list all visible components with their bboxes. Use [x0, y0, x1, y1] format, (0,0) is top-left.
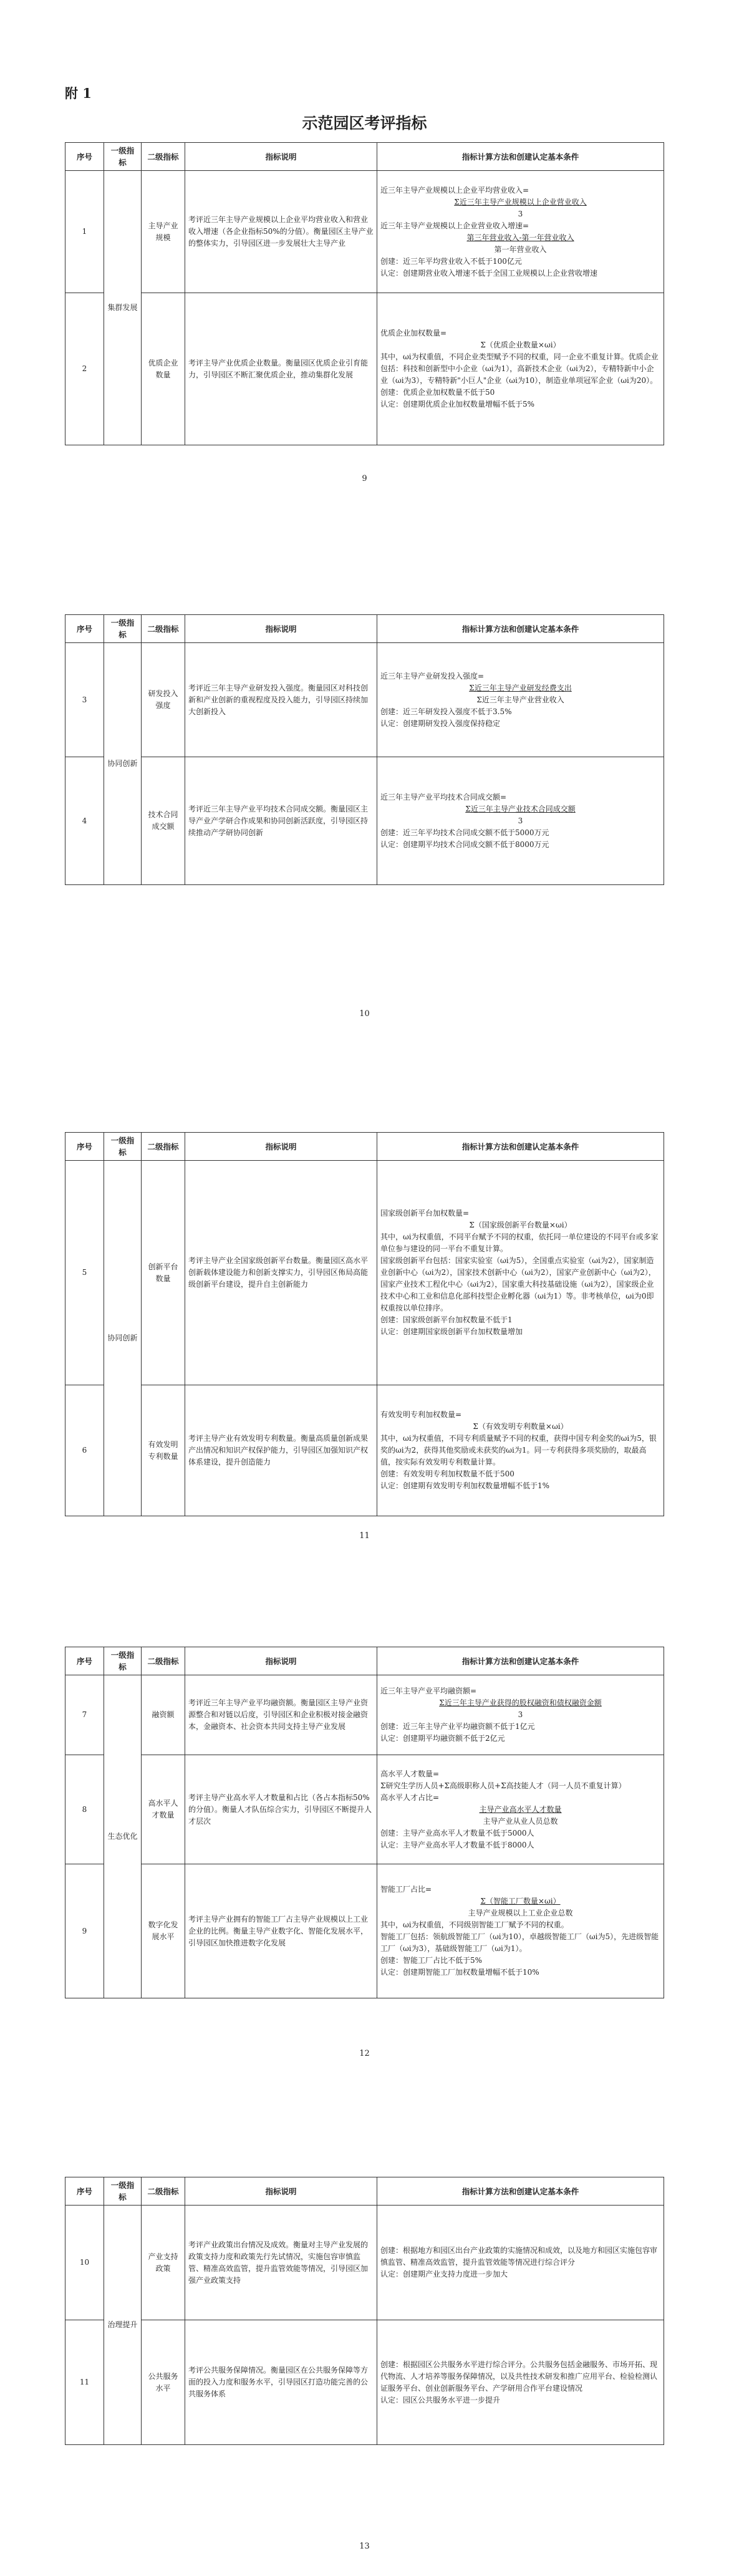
- indicator-description: 考评近三年主导产业平均技术合同成交额。衡量园区主导产业产学研合作成果和协同创新活跃度，引导园区持续推动产学研协同创新: [185, 757, 377, 885]
- col-header-level2: 二级指标: [142, 2177, 185, 2206]
- indicator-method: [377, 2320, 664, 2445]
- table-row: [65, 1385, 664, 1516]
- row-number: 2: [65, 293, 104, 445]
- row-number: 5: [65, 1161, 104, 1385]
- method-line: 创建：根据园区公共服务水平进行综合评分。公共服务包括金融服务、市场开拓、现代物流、人才培养等服务保障情况，以及共性技术研发和推广应用平台、检验检测认证服务平台、创业创新服务平台、产学研用合作平台建设情况: [380, 2360, 658, 2393]
- indicator-method: [377, 1161, 664, 1385]
- col-header-method: 指标计算方法和创建认定基本条件: [377, 143, 664, 171]
- level2-indicator: 有效发明专利数量: [142, 1385, 185, 1516]
- table-page-1: [65, 142, 664, 445]
- table-row: [65, 2206, 664, 2320]
- method-line: 优质企业加权数量=: [380, 329, 447, 337]
- table-row: [65, 1755, 664, 1864]
- indicator-description: 考评近三年主导产业研发投入强度。衡量园区对科技创新和产业创新的重视程度及投入能力，引导园区持续加大创新投入: [185, 643, 377, 757]
- level2-indicator: 高水平人才数量: [142, 1755, 185, 1864]
- indicator-method: [377, 1385, 664, 1516]
- method-line: 创建：近三年平均技术合同成交额不低于5000万元: [380, 828, 549, 837]
- table-row: [65, 1161, 664, 1385]
- page-number: 10: [359, 1009, 370, 1019]
- formula-numerator: 主导产业高水平人才数量: [479, 1804, 562, 1814]
- indicator-table: [65, 614, 664, 885]
- row-number: 4: [65, 757, 104, 885]
- formula: Σ（有效发明专利数量×ωi）: [473, 1422, 568, 1431]
- formula-denominator: 3: [518, 816, 523, 825]
- level2-indicator: 产业支持政策: [142, 2206, 185, 2320]
- row-number: 6: [65, 1385, 104, 1516]
- indicator-description: 考评主导产业高水平人才数量和占比（各占本指标50%的分值）。衡量人才队伍综合实力，引导园区不断提升人才层次: [185, 1755, 377, 1864]
- col-header-no: 序号: [65, 2177, 104, 2206]
- indicator-description: 考评主导产业全国家级创新平台数量。衡量园区高水平创新载体建设能力和创新支撑实力，引导园区佈局高能级创新平台建设，提升自主创新能力: [185, 1161, 377, 1385]
- method-line: 高水平人才占比=: [380, 1793, 440, 1802]
- formula-denominator: 3: [518, 209, 523, 218]
- method-line: 智能工厂占比=: [380, 1885, 432, 1894]
- table-page-5: [65, 2177, 664, 2445]
- method-line: 智能工厂包括：领航级智能工厂（ωi为10），卓越级智能工厂（ωi为5），先进级智能工厂（ωi为3），基础级智能工厂（ωi为1）。: [380, 1932, 659, 1953]
- document-title: 示范园区考评指标: [302, 114, 427, 132]
- row-number: 3: [65, 643, 104, 757]
- table-page-3: [65, 1132, 664, 1516]
- col-header-level1: 一级指标: [104, 1133, 142, 1161]
- indicator-table: [65, 1132, 664, 1516]
- level1-indicator: 协同创新: [104, 1161, 142, 1516]
- col-header-no: 序号: [65, 1133, 104, 1161]
- method-line: 认定：创建期优质企业加权数量增幅不低于5%: [380, 400, 535, 409]
- method-line: 认定：创建期有效发明专利加权数量增幅不低于1%: [380, 1481, 550, 1490]
- indicator-method: [377, 643, 664, 757]
- level1-indicator: 生态优化: [104, 1675, 142, 1998]
- level1-indicator: 治理提升: [104, 2206, 142, 2445]
- method-line: 近三年主导产业平均技术合同成交额=: [380, 792, 507, 801]
- method-line: 认定：创建期产业支持力度进一步加大: [380, 2270, 508, 2278]
- row-number: 9: [65, 1864, 104, 1998]
- col-header-desc: 指标说明: [185, 1647, 377, 1675]
- method-line: 认定：主导产业高水平人才数量不低于8000人: [380, 1840, 534, 1849]
- row-number: 7: [65, 1675, 104, 1755]
- level2-indicator: 创新平台数量: [142, 1161, 185, 1385]
- col-header-level1: 一级指标: [104, 615, 142, 643]
- method-line: 近三年主导产业规模以上企业营业收入增速=: [380, 221, 529, 230]
- formula: Σ（国家级创新平台数量×ωi）: [469, 1221, 572, 1229]
- level2-indicator: 技术合同成交额: [142, 757, 185, 885]
- formula-numerator: Σ近三年主导产业规模以上企业营业收入: [454, 197, 587, 206]
- formula-denominator: 3: [518, 1710, 523, 1719]
- col-header-level2: 二级指标: [142, 143, 185, 171]
- col-header-desc: 指标说明: [185, 1133, 377, 1161]
- method-line: 创建：国家级创新平台加权数量不低于1: [380, 1315, 513, 1324]
- formula-denominator: 主导产业规模以上工业企业总数: [468, 1909, 573, 1917]
- col-header-method: 指标计算方法和创建认定基本条件: [377, 1133, 664, 1161]
- col-header-method: 指标计算方法和创建认定基本条件: [377, 1647, 664, 1675]
- page-number: 13: [359, 2542, 370, 2551]
- formula-numerator: 第三年营业收入-第一年营业收入: [466, 233, 574, 242]
- indicator-method: [377, 1675, 664, 1755]
- col-header-no: 序号: [65, 143, 104, 171]
- level1-indicator: 协同创新: [104, 643, 142, 885]
- formula-numerator: Σ近三年主导产业技术合同成交额: [465, 804, 576, 813]
- method-line: 近三年主导产业平均融资额=: [380, 1687, 477, 1695]
- method-line: 其中，ωi为权重值，不同级别智能工厂赋予不同的权重。: [380, 1920, 569, 1929]
- method-line: 国家级创新平台包括：国家实验室（ωi为5），全国重点实验室（ωi为2），国家制造业创新中心（ωi为2），国家技术创新中心（ωi为2），国家产业创新中心（ωi为2），国家产业技术工程化中心（ωi为2），国家重大科技基础设施（ωi为2），国家级企业技术中心和工业和信息化部科技型企业孵化器（ωi为1）等。非考核单位，ωi为0即权重按以单位排序。: [380, 1256, 656, 1312]
- indicator-method: [377, 293, 664, 445]
- col-header-level1: 一级指标: [104, 143, 142, 171]
- indicator-table: [65, 2177, 664, 2445]
- method-line: 创建：根据地方和园区出台产业政策的实施情况和成效，以及地方和园区实施包容审慎监管、精准高效监管，提升监管效能等情况进行综合评分: [380, 2246, 658, 2267]
- indicator-table: [65, 1647, 664, 1998]
- method-line: 创建：优质企业加权数量不低于50: [380, 388, 495, 397]
- level2-indicator: 公共服务水平: [142, 2320, 185, 2445]
- col-header-method: 指标计算方法和创建认定基本条件: [377, 615, 664, 643]
- method-line: 国家级创新平台加权数量=: [380, 1209, 470, 1218]
- table-row: [65, 1675, 664, 1755]
- method-line: 创建：近三年研发投入强度不低于3.5%: [380, 707, 512, 716]
- table-row: [65, 643, 664, 757]
- formula-denominator: Σ近三年主导产业营业收入: [476, 695, 564, 704]
- method-line: 创建：主导产业高水平人才数量不低于5000人: [380, 1828, 534, 1838]
- method-line: 其中，ωi为权重值，不同企业类型赋予不同的权重，同一企业不重复计算。优质企业包括：科技和创新型中小企业（ωi为1），高新技术企业（ωi为2），专精特新中小企业（ωi为3），专精特新"小巨人"企业（ωi为10），制造业单项冠军企业（ωi为20）。: [380, 352, 659, 385]
- col-header-level2: 二级指标: [142, 615, 185, 643]
- formula-denominator: 第一年营业收入: [494, 245, 547, 254]
- table-row: [65, 2320, 664, 2445]
- col-header-level2: 二级指标: [142, 1647, 185, 1675]
- formula-numerator: Σ近三年主导产业获得的股权融资和债权融资金额: [439, 1698, 602, 1707]
- page-number: 12: [359, 2049, 370, 2058]
- table-page-2: [65, 614, 664, 885]
- level2-indicator: 主导产业规模: [142, 171, 185, 293]
- method-line: 其中，ωi为权重值，不同平台赋予不同的权重，依托同一单位建设的不同平台或多家单位参与建设的同一平台不重复计算。: [380, 1232, 659, 1253]
- indicator-method: [377, 1864, 664, 1998]
- col-header-no: 序号: [65, 1647, 104, 1675]
- table-page-4: [65, 1647, 664, 1998]
- page-number: 11: [359, 1531, 370, 1541]
- table-row: [65, 293, 664, 445]
- indicator-method: [377, 1755, 664, 1864]
- method-line: 其中，ωi为权重值，不同专利质量赋予不同的权重，获得中国专利金奖的ωi为5，银奖的ωi为2，获得其他奖励或未获奖的ωi为1。同一专利获得多项奖励的，取最高值，按实际有效发明专利数量计算。: [380, 1434, 657, 1466]
- method-line: 认定：创建期研发投入强度保持稳定: [380, 719, 501, 728]
- method-line: 创建：近三年平均营业收入不低于100亿元: [380, 256, 522, 266]
- indicator-description: 考评近三年主导产业规模以上企业平均营业收入和营业收入增速（各企业指标50%的分值）。衡量园区主导产业的整体实力，引导园区进一步发展壮大主导产业: [185, 171, 377, 293]
- col-header-level1: 一级指标: [104, 2177, 142, 2206]
- col-header-level2: 二级指标: [142, 1133, 185, 1161]
- col-header-desc: 指标说明: [185, 2177, 377, 2206]
- indicator-method: [377, 2206, 664, 2320]
- indicator-description: 考评主导产业拥有的智能工厂占主导产业规模以上工业企业的比例。衡量主导产业数字化、智能化发展水平，引导园区加快推进数字化发展: [185, 1864, 377, 1998]
- formula-numerator: Σ近三年主导产业研发经费支出: [469, 683, 572, 692]
- level1-indicator: 集群发展: [104, 171, 142, 445]
- formula-denominator: 主导产业从业人员总数: [483, 1816, 558, 1826]
- level2-indicator: 数字化发展水平: [142, 1864, 185, 1998]
- method-line: 认定：创建期平均融资额不低于2亿元: [380, 1734, 505, 1743]
- indicator-method: [377, 757, 664, 885]
- method-line: 认定：创建期营业收入增速不低于全国工业规模以上企业营收增速: [380, 268, 598, 278]
- method-line: 认定：创建期智能工厂加权数量增幅不低于10%: [380, 1968, 539, 1977]
- row-number: 1: [65, 171, 104, 293]
- indicator-description: 考评主导产业优质企业数量。衡量园区优质企业引育能力，引导园区不断汇聚优质企业，推动集群化发展: [185, 293, 377, 445]
- row-number: 11: [65, 2320, 104, 2445]
- col-header-level1: 一级指标: [104, 1647, 142, 1675]
- col-header-desc: 指标说明: [185, 143, 377, 171]
- table-row: [65, 1864, 664, 1998]
- method-line: 认定：创建期平均技术合同成交额不低于8000万元: [380, 840, 549, 849]
- formula-numerator: Σ（智能工厂数量×ωi）: [480, 1897, 561, 1905]
- method-line: Σ研究生学历人员+Σ高级职称人员+Σ高技能人才（同一人员不重复计算）: [380, 1781, 626, 1790]
- level2-indicator: 优质企业数量: [142, 293, 185, 445]
- formula: Σ（优质企业数量×ωi）: [480, 341, 561, 349]
- col-header-method: 指标计算方法和创建认定基本条件: [377, 2177, 664, 2206]
- indicator-description: 考评公共服务保障情况。衡量园区在公共服务保障等方面的投入力度和服务水平，引导园区打造功能完善的公共服务体系: [185, 2320, 377, 2445]
- page-number: 9: [362, 474, 367, 483]
- method-line: 有效发明专利加权数量=: [380, 1410, 462, 1419]
- level2-indicator: 研发投入强度: [142, 643, 185, 757]
- col-header-desc: 指标说明: [185, 615, 377, 643]
- method-line: 创建：近三年主导产业平均融资额不低于1亿元: [380, 1722, 535, 1731]
- appendix-label: 附 1: [65, 85, 92, 101]
- table-row: [65, 171, 664, 293]
- method-line: 创建：智能工厂占比不低于5%: [380, 1956, 483, 1965]
- indicator-description: 考评主导产业有效发明专利数量。衡量高质量创新成果产出情况和知识产权保护能力，引导园区加强知识产权体系建设，提升创造能力: [185, 1385, 377, 1516]
- row-number: 10: [65, 2206, 104, 2320]
- indicator-description: 考评近三年主导产业平均融资额。衡量园区主导产业资源整合和对链以后度，引导园区和企业积极对接金融资本，金融资本、社会资本共同支持主导产业发展: [185, 1675, 377, 1755]
- method-line: 近三年主导产业研发投入强度=: [380, 671, 485, 680]
- method-line: 创建：有效发明专利加权数量不低于500: [380, 1470, 514, 1478]
- method-line: 近三年主导产业规模以上企业平均营业收入=: [380, 185, 529, 195]
- method-line: 高水平人才数量=: [380, 1769, 440, 1778]
- indicator-description: 考评产业政策出台情况及成效。衡量对主导产业发展的政策支持力度和政策先行先试情况，实施包容审慎监管、精准高效监管，提升监管效能等情况，引导园区加强产业政策支持: [185, 2206, 377, 2320]
- indicator-method: [377, 171, 664, 293]
- method-line: 认定：创建期国家级创新平台加权数量增加: [380, 1327, 523, 1336]
- indicator-table: [65, 142, 664, 445]
- row-number: 8: [65, 1755, 104, 1864]
- col-header-no: 序号: [65, 615, 104, 643]
- method-line: 认定：园区公共服务水平进一步提升: [380, 2395, 501, 2404]
- level2-indicator: 融资额: [142, 1675, 185, 1755]
- table-row: [65, 757, 664, 885]
